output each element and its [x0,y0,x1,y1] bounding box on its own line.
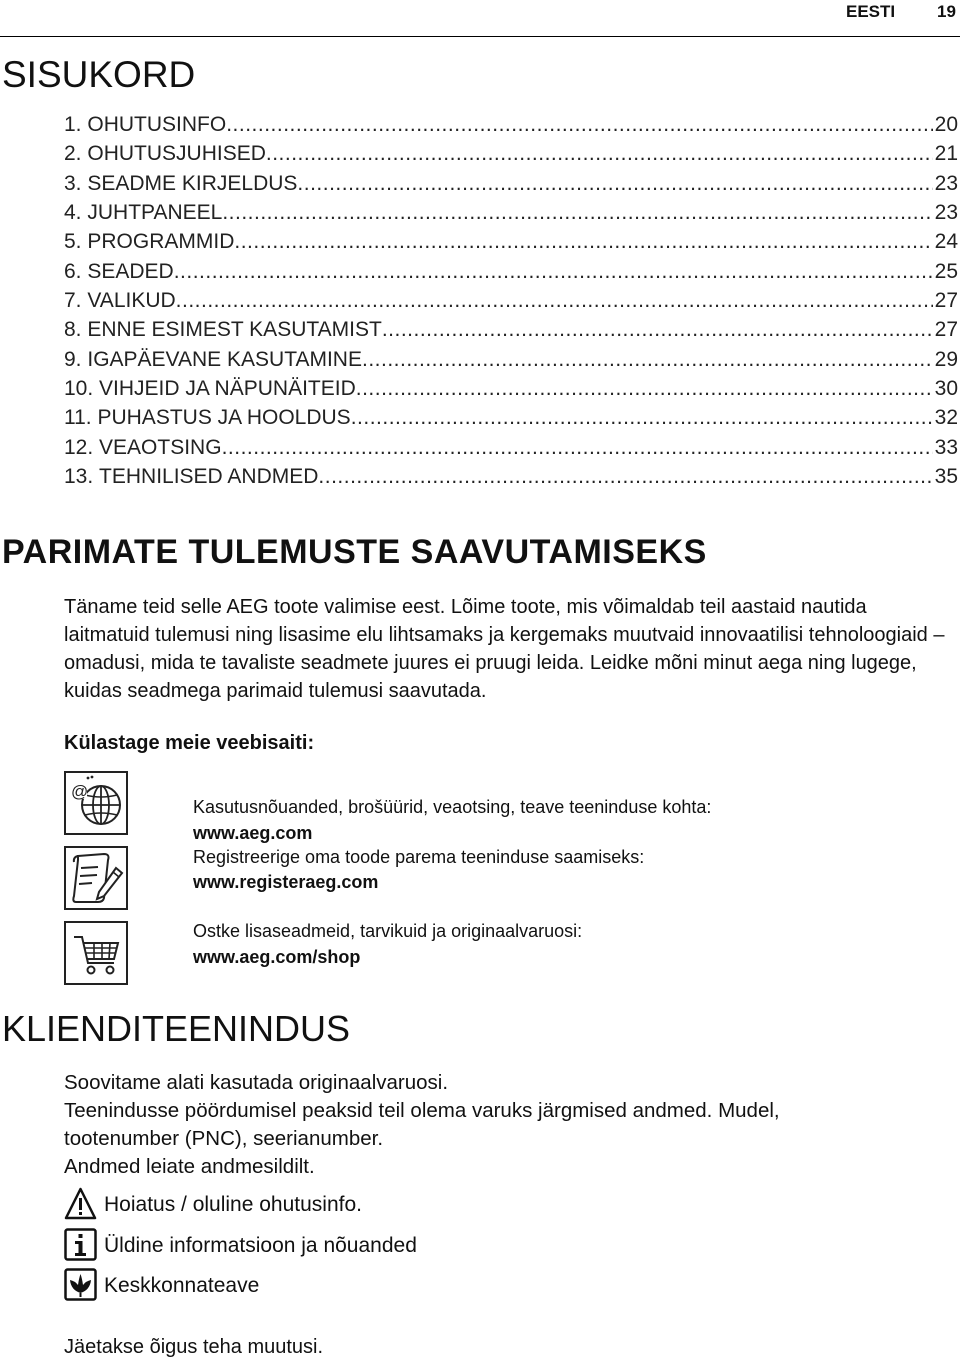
link-text-register: Registreerige oma toode parema teeninduse saamiseks: [193,847,645,867]
header-language: EESTI [846,2,896,21]
header-divider [0,36,960,37]
toc-item-title: SEADME KIRJELDUS [87,171,298,195]
link-aeg-com[interactable]: www.aeg.com [193,823,313,843]
toc-item[interactable] [64,377,958,406]
page-number: 19 [937,2,956,21]
toc-dot-leader [362,348,933,372]
toc-item-number: 8. [64,318,88,342]
toc-item[interactable] [64,113,958,142]
toc-title: SISUKORD [2,54,196,95]
toc-item-number: 1. [64,113,88,136]
symbol-text-info: Üldine informatsioon ja nõuanded [104,1234,417,1257]
toc-dot-leader [351,406,933,430]
section-title-best-results: PARIMATE TULEMUSTE SAAVUTAMISEKS [2,533,707,571]
toc-item-page: 27 [934,318,958,342]
toc-dot-leader [222,436,933,460]
toc-item-number: 13. [64,465,100,489]
cs-line-4: Andmed leiate andmesildilt. [64,1155,315,1178]
toc-item-title: ENNE ESIMEST KASUTAMIST [87,318,382,342]
toc-item-title: IGAPÄEVANE KASUTAMINE [87,347,362,371]
toc-item-title: PUHASTUS JA HOOLDUS [97,406,351,430]
toc-item-number: 2. [64,142,88,166]
toc-item[interactable] [64,318,958,347]
toc-item-number: 4. [64,201,88,225]
toc-dot-leader [222,201,932,225]
toc-item-title: PROGRAMMID [87,230,235,254]
toc-item-page: 29 [934,347,958,371]
toc-item[interactable] [64,436,958,465]
toc-item[interactable] [64,260,958,289]
toc-item-number: 9. [64,347,88,371]
table-of-contents [64,113,958,494]
toc-item[interactable] [64,465,958,494]
toc-item-number: 10. [64,377,100,401]
toc-item-number: 12. [64,435,100,459]
toc-item-page: 23 [934,201,958,225]
toc-item-title: TEHNILISED ANDMED [99,465,319,489]
link-aeg-com-shop[interactable]: www.aeg.com/shop [193,947,361,967]
toc-item-title: OHUTUSINFO [87,113,227,136]
toc-item-title: VEAOTSING [99,435,222,459]
toc-item-page: 35 [934,465,958,489]
toc-dot-leader [382,318,933,342]
toc-item-page: 21 [934,142,958,166]
toc-item-title: JUHTPANEEL [87,201,223,225]
toc-item[interactable] [64,406,958,435]
leaf-icon [64,1268,97,1301]
toc-item-page: 27 [934,289,958,313]
toc-dot-leader [297,172,932,196]
toc-item-title: VALIKUD [87,289,176,313]
cs-line-3: tootenumber (PNC), seerianumber. [64,1127,384,1150]
toc-item[interactable] [64,201,958,230]
toc-item[interactable] [64,348,958,377]
globe-at-icon [64,771,128,835]
footer-note: Jäetakse õigus teha muutusi. [64,1336,324,1358]
cs-line-2: Teenindusse pöördumisel peaksid teil olema varuks järgmised andmed. Mudel, [64,1099,780,1122]
toc-dot-leader [318,465,932,489]
toc-dot-leader [176,289,933,313]
toc-item-number: 11. [64,406,98,430]
toc-dot-leader [174,260,933,284]
link-text-shop: Ostke lisaseadmeid, tarvikuid ja originaalvaruosi: [193,921,583,941]
toc-dot-leader [266,142,933,166]
toc-item[interactable] [64,230,958,259]
link-text-support: Kasutusnõuanded, brošüürid, veaotsing, teave teeninduse kohta: [193,797,712,817]
toc-item-page: 20 [934,113,958,136]
cs-line-1: Soovitame alati kasutada originaalvaruosi. [64,1071,449,1094]
symbol-text-environment: Keskkonnateave [104,1274,260,1297]
toc-item-number: 6. [64,259,88,283]
intro-paragraph: Täname teid selle AEG toote valimise eest. Lõime toote, mis võimaldab teil aastaid nautida laitmatuid tulemusi ning lisasime elu lihtsamaks ja kergemaks muutvaid innovaatilisi tehnoloogiaid – omadusi, mida te tavaliste seadmete juures ei pruugi leida. Leidke mõni minut aega ning lugege, kuidas seadmega parimaid tulemusi saavutada. [64,596,945,702]
svg-text:@: @ [71,782,89,801]
toc-item-page: 33 [934,435,958,459]
toc-dot-leader [356,377,933,401]
document-pen-icon [64,846,128,910]
toc-item-page: 32 [934,406,958,430]
toc-item[interactable] [64,142,958,171]
toc-item-page: 25 [934,259,958,283]
toc-dot-leader [226,113,932,137]
info-icon [64,1228,97,1261]
toc-item[interactable] [64,289,958,318]
toc-item-number: 3. [64,171,88,195]
toc-item-page: 24 [934,230,958,254]
toc-item-number: 7. [64,289,88,313]
symbol-text-warning: Hoiatus / oluline ohutusinfo. [104,1193,362,1216]
warning-icon [64,1187,97,1220]
toc-item-title: VIHJEID JA NÄPUNÄITEID [99,377,356,401]
toc-item-number: 5. [64,230,88,254]
toc-item-page: 23 [934,171,958,195]
toc-item-title: SEADED [87,259,174,283]
section-title-customer-service: KLIENDITEENINDUS [2,1008,351,1049]
toc-item-title: OHUTUSJUHISED [87,142,266,166]
toc-dot-leader [234,230,932,254]
toc-item-page: 30 [934,377,958,401]
visit-website-label: Külastage meie veebisaiti: [64,732,315,754]
link-registeraeg-com[interactable]: www.registeraeg.com [193,872,379,892]
shopping-cart-icon [64,921,128,985]
toc-item[interactable] [64,172,958,201]
